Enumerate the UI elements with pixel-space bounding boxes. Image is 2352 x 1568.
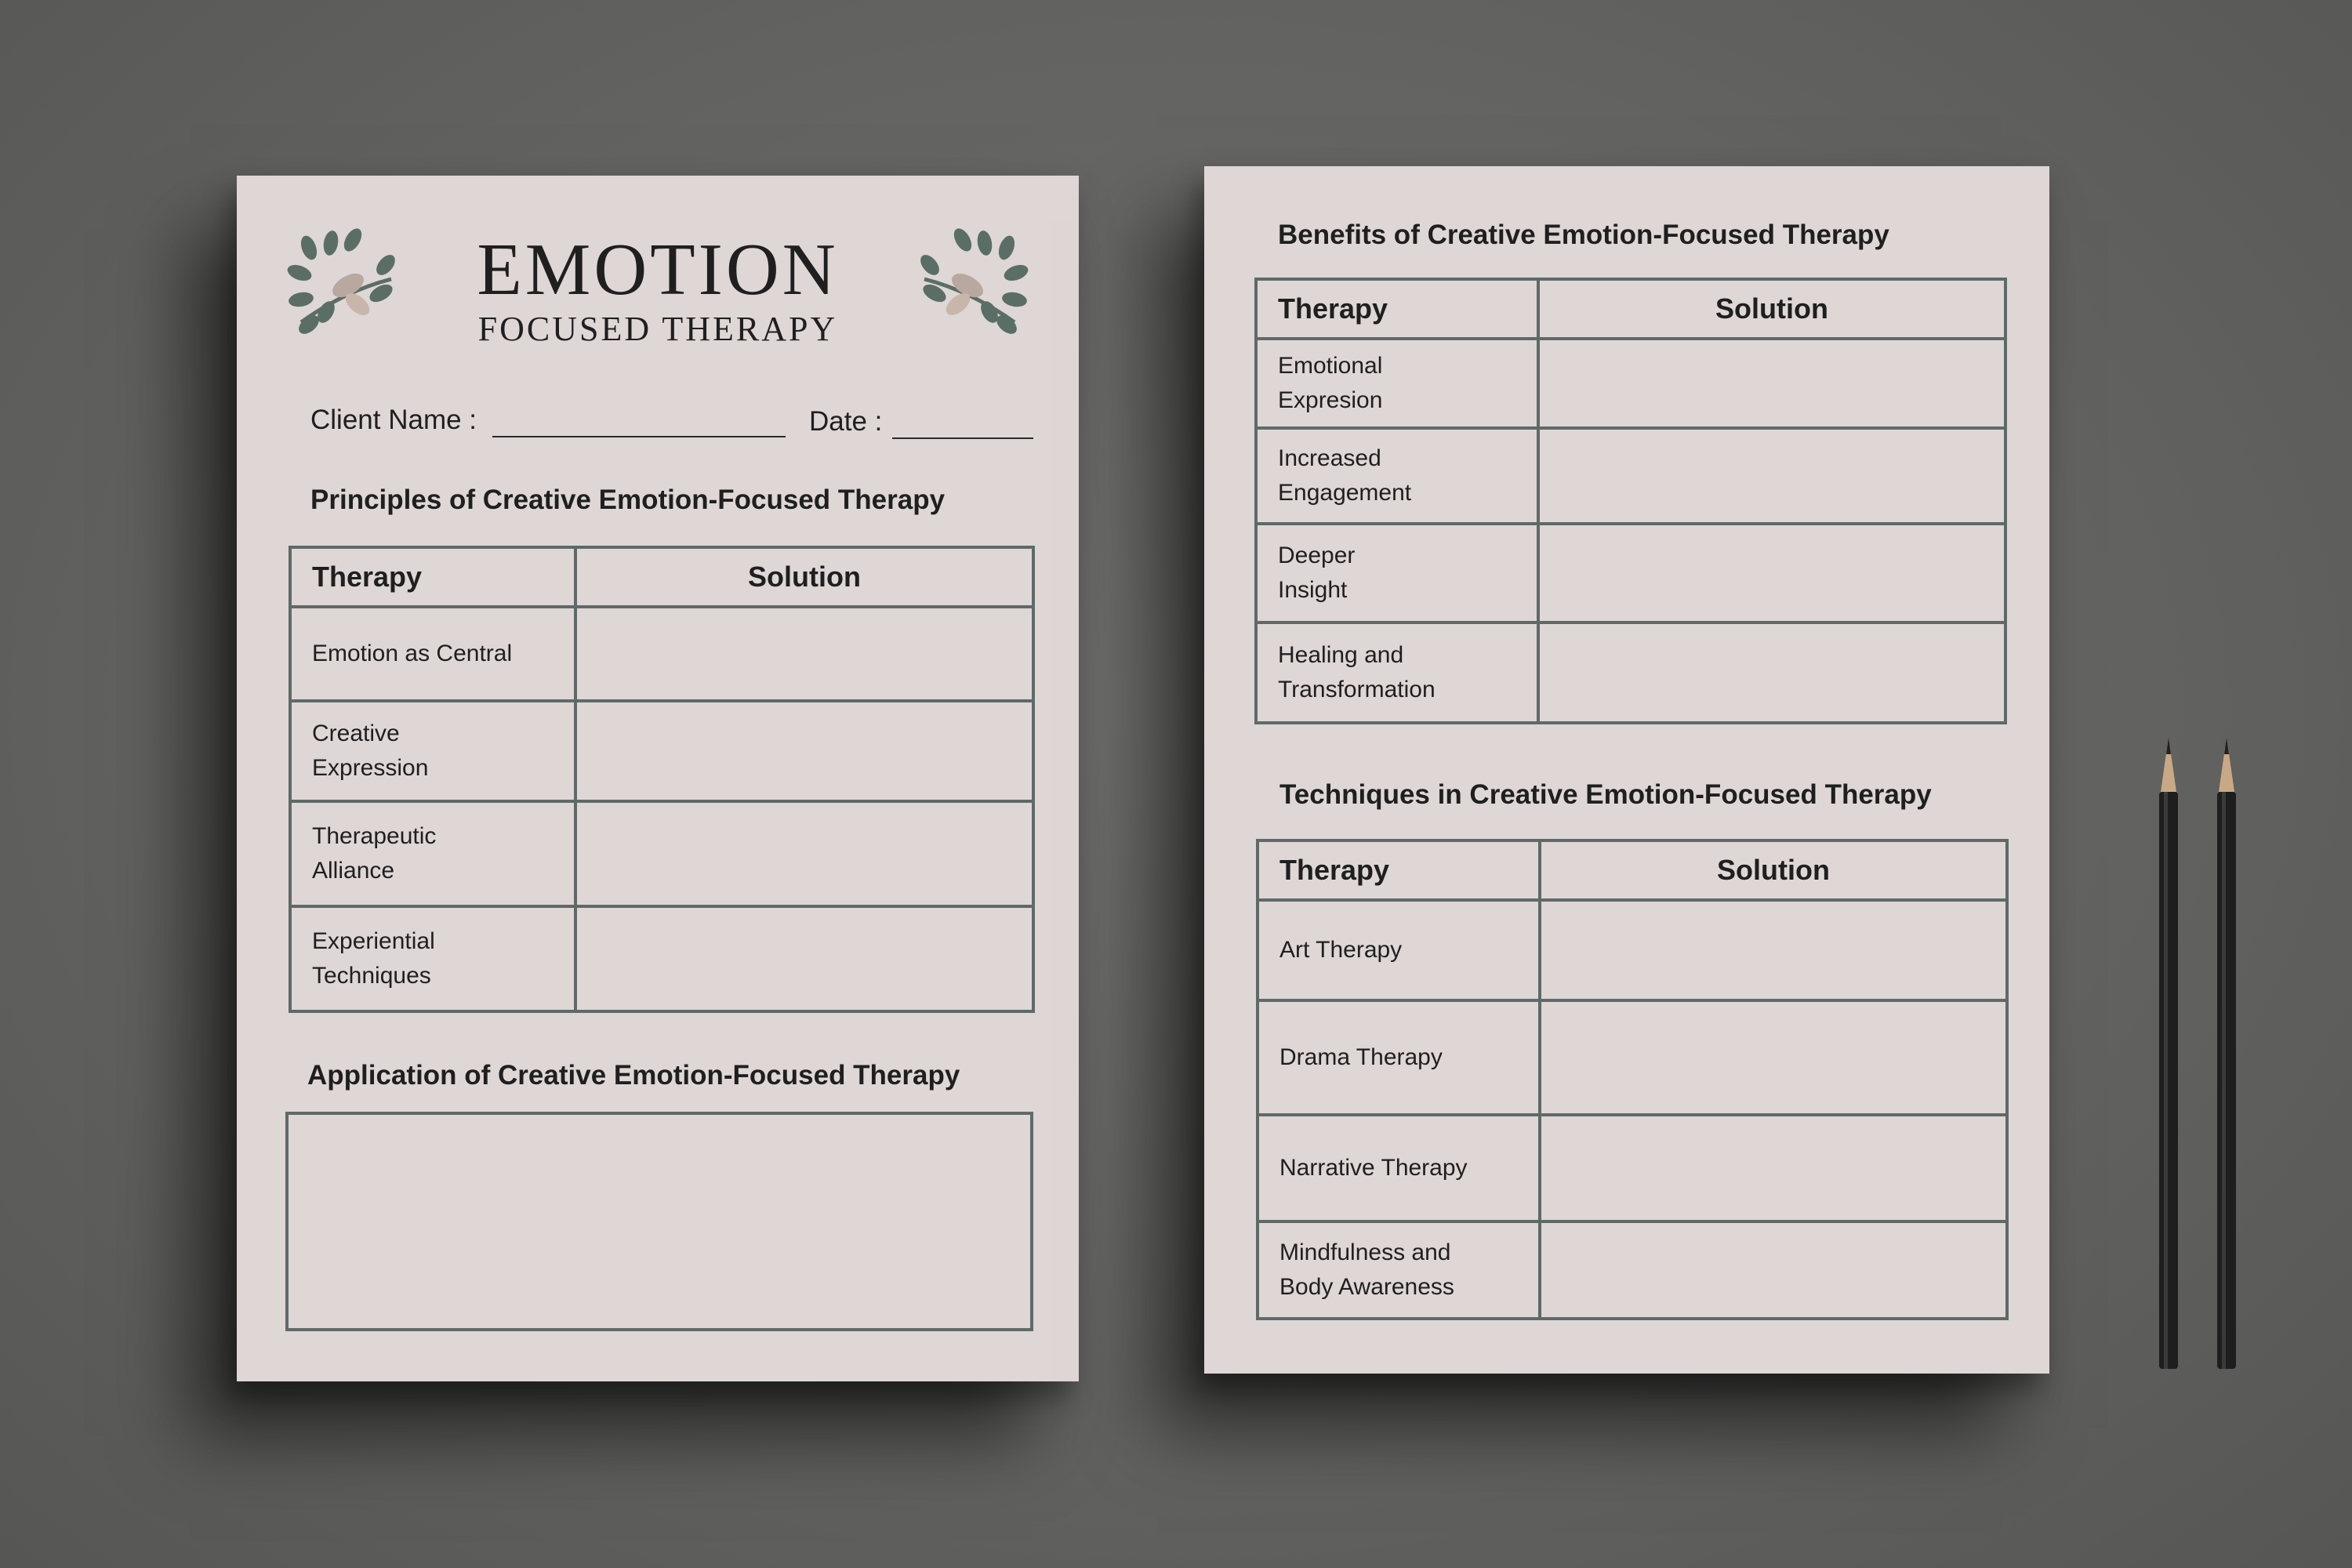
principles-table	[289, 546, 1035, 1013]
solution-cell[interactable]	[1538, 524, 2005, 622]
column-header-solution: Solution	[575, 547, 1033, 607]
date-label: Date :	[809, 406, 883, 437]
solution-cell[interactable]	[1540, 1115, 2007, 1221]
table-row	[1258, 900, 2007, 1000]
solution-cell[interactable]	[1538, 622, 2005, 723]
table-row	[1258, 1115, 2007, 1221]
pencil-icon	[2154, 737, 2183, 1369]
pencil-icon	[2212, 737, 2241, 1369]
solution-cell[interactable]	[1540, 900, 2007, 1000]
therapy-cell: Drama Therapy	[1258, 1000, 1540, 1115]
table-row	[290, 701, 1033, 801]
table-header-row	[290, 547, 1033, 607]
table-row	[1256, 524, 2005, 622]
page-title: EMOTION	[477, 229, 839, 310]
solution-cell[interactable]	[575, 607, 1033, 701]
therapy-cell: Healing and Transformation	[1256, 622, 1538, 723]
date-field[interactable]	[892, 437, 1033, 439]
table-row	[1256, 622, 2005, 723]
table-row	[1258, 1221, 2007, 1319]
table-row	[1256, 428, 2005, 524]
principles-heading: Principles of Creative Emotion-Focused Therapy	[310, 485, 946, 515]
solution-cell[interactable]	[1540, 1221, 2007, 1319]
column-header-solution: Solution	[1540, 840, 2007, 900]
column-header-solution: Solution	[1538, 279, 2005, 339]
application-notes-box[interactable]	[285, 1112, 1033, 1331]
solution-cell[interactable]	[575, 701, 1033, 801]
therapy-cell: Therapeutic Alliance	[290, 801, 575, 906]
table-header-row	[1256, 279, 2005, 339]
worksheet-page-1	[237, 176, 1079, 1381]
therapy-cell: Emotion as Central	[290, 607, 575, 701]
therapy-cell: Experiential Techniques	[290, 906, 575, 1011]
therapy-cell: Mindfulness and Body Awareness	[1258, 1221, 1540, 1319]
column-header-therapy: Therapy	[1256, 279, 1538, 339]
therapy-cell: Creative Expression	[290, 701, 575, 801]
therapy-cell: Increased Engagement	[1256, 428, 1538, 524]
benefits-table	[1254, 278, 2007, 724]
table-row	[290, 906, 1033, 1011]
client-name-label: Client Name :	[310, 405, 477, 435]
therapy-cell: Deeper Insight	[1256, 524, 1538, 622]
solution-cell[interactable]	[575, 906, 1033, 1011]
solution-cell[interactable]	[1540, 1000, 2007, 1115]
benefits-heading: Benefits of Creative Emotion-Focused Therapy	[1278, 220, 1889, 250]
therapy-cell: Emotional Expresion	[1256, 339, 1538, 428]
therapy-cell: Art Therapy	[1258, 900, 1540, 1000]
solution-cell[interactable]	[1538, 339, 2005, 428]
solution-cell[interactable]	[575, 801, 1033, 906]
column-header-therapy: Therapy	[1258, 840, 1540, 900]
worksheet-page-2	[1204, 166, 2049, 1374]
client-name-field[interactable]	[492, 436, 786, 437]
therapy-cell: Narrative Therapy	[1258, 1115, 1540, 1221]
column-header-therapy: Therapy	[290, 547, 575, 607]
table-header-row	[1258, 840, 2007, 900]
table-row	[290, 801, 1033, 906]
techniques-table	[1256, 839, 2009, 1320]
techniques-heading: Techniques in Creative Emotion-Focused Therapy	[1279, 779, 1932, 810]
solution-cell[interactable]	[1538, 428, 2005, 524]
table-row	[1258, 1000, 2007, 1115]
application-heading: Application of Creative Emotion-Focused Therapy	[307, 1060, 960, 1091]
table-row	[1256, 339, 2005, 428]
table-row	[290, 607, 1033, 701]
page-subtitle: FOCUSED THERAPY	[477, 310, 838, 348]
